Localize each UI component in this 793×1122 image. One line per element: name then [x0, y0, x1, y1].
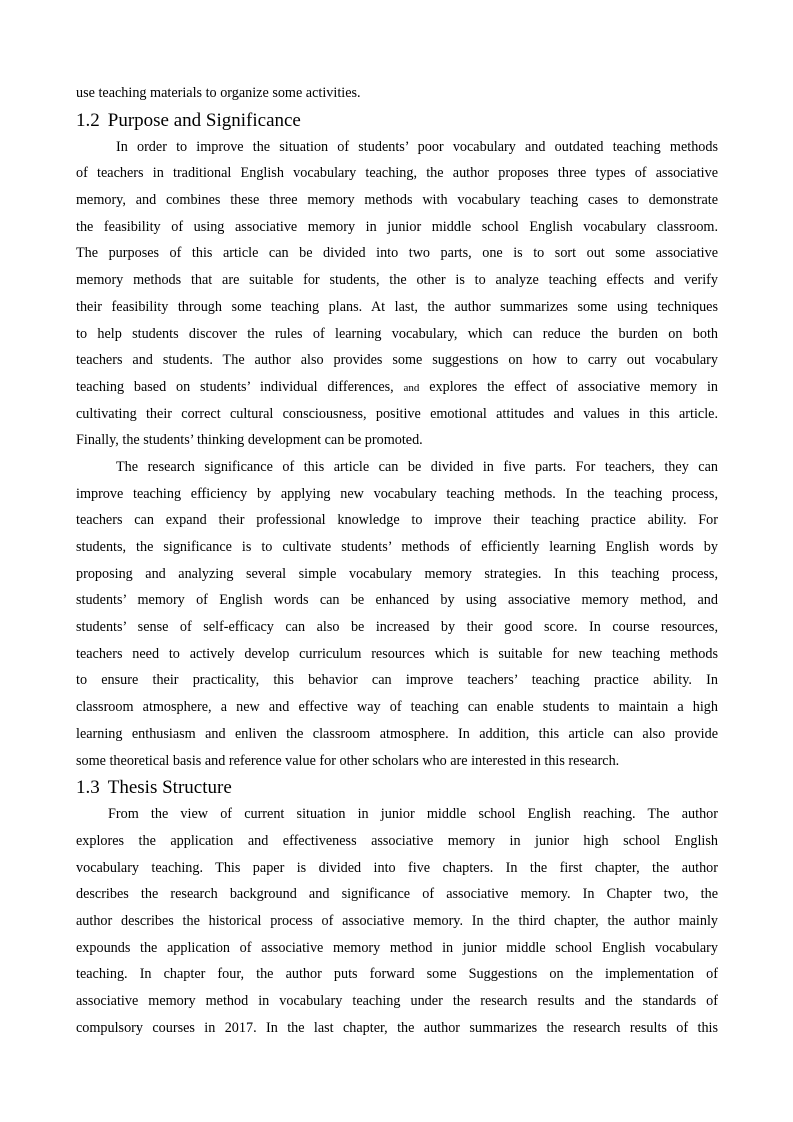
- text-line: proposing and analyzing several simple vocabulary memory strategies. In this teaching process,: [76, 565, 718, 582]
- text-line: memory methods that are suitable for students, the other is to analyze teaching effects and verify: [76, 272, 718, 289]
- section-number: 1.3: [76, 777, 100, 799]
- text-fragment-small: and: [403, 381, 420, 394]
- page-body: [76, 80, 718, 1041]
- text-line: improve teaching efficiency by applying new vocabulary teaching methods. In the teaching process,: [76, 485, 718, 502]
- text-line: to ensure their practicality, this behavior can improve teachers’ teaching practice ability. In: [76, 672, 718, 689]
- text-line: compulsory courses in 2017. In the last chapter, the author summarizes the research results of this: [76, 1019, 718, 1036]
- section-title: Purpose and Significance: [107, 109, 301, 131]
- section-heading-1-3: [76, 774, 718, 801]
- text-line: some theoretical basis and reference value for other scholars who are interested in this research.: [76, 752, 620, 769]
- text-line: In order to improve the situation of students’ poor vocabulary and outdated teaching methods: [116, 138, 718, 155]
- text-line: expounds the application of associative memory method in junior middle school English vocabulary: [76, 939, 718, 956]
- text-fragment: explores the effect of associative memory in: [429, 378, 718, 395]
- text-line: of teachers in traditional English vocabulary teaching, the author proposes three types of associative: [76, 165, 718, 182]
- text-line: describes the research background and significance of associative memory. In Chapter two, the: [76, 886, 718, 903]
- text-line: The purposes of this article can be divided into two parts, one is to sort out some associative: [76, 245, 718, 262]
- paragraph-significance: [76, 454, 718, 774]
- section-number: 1.2: [76, 109, 100, 131]
- text-line: teachers need to actively develop curriculum resources which is suitable for new teaching methods: [76, 645, 718, 662]
- section-title: Thesis Structure: [107, 777, 232, 799]
- text-line: vocabulary teaching. This paper is divided into five chapters. In the first chapter, the author: [76, 859, 718, 876]
- text-line: teachers and students. The author also provides some suggestions on how to carry out vocabulary: [76, 352, 718, 369]
- section-heading-1-2: [76, 107, 718, 134]
- text-line: classroom atmosphere, a new and effective way of teaching can enable students to maintain a high: [76, 699, 718, 716]
- continuation-line: use teaching materials to organize some activities.: [76, 85, 361, 101]
- text-line: memory, and combines these three memory methods with vocabulary teaching cases to demonstrate: [76, 192, 718, 209]
- text-line: The research significance of this article can be divided in five parts. For teachers, they can: [116, 458, 718, 475]
- text-line: students’ memory of English words can be enhanced by using associative memory method, and: [76, 592, 718, 609]
- text-line: teaching. In chapter four, the author puts forward some Suggestions on the implementation of: [76, 966, 718, 983]
- text-line: to help students discover the rules of learning vocabulary, which can reduce the burden on both: [76, 325, 718, 342]
- text-line: [76, 374, 718, 401]
- text-line: explores the application and effectiveness associative memory in junior high school English: [76, 832, 718, 849]
- paragraph-purpose: [76, 134, 718, 454]
- text-line: teachers can expand their professional knowledge to improve their teaching practice ability. For: [76, 512, 718, 529]
- text-line: From the view of current situation in junior middle school English reaching. The author: [108, 806, 718, 823]
- paragraph-thesis-structure: [76, 801, 718, 1041]
- text-line: cultivating their correct cultural consciousness, positive emotional attitudes and values in this article.: [76, 405, 718, 422]
- text-line: their feasibility through some teaching plans. At last, the author summarizes some using techniques: [76, 298, 718, 315]
- text-line: students’ sense of self-efficacy can also be increased by their good score. In course resources,: [76, 619, 718, 636]
- text-line: associative memory method in vocabulary teaching under the research results and the standards of: [76, 993, 718, 1009]
- text-line: learning enthusiasm and enliven the classroom atmosphere. In addition, this article can also provide: [76, 725, 718, 742]
- text-fragment: teaching based on students’ individual differences,: [76, 378, 394, 395]
- text-line: author describes the historical process of associative memory. In the third chapter, the author mainly: [76, 912, 718, 929]
- text-line: Finally, the students’ thinking development can be promoted.: [76, 432, 423, 449]
- text-line: the feasibility of using associative memory in junior middle school English vocabulary classroom.: [76, 218, 718, 235]
- text-line: students, the significance is to cultivate students’ methods of efficiently learning English words by: [76, 539, 718, 555]
